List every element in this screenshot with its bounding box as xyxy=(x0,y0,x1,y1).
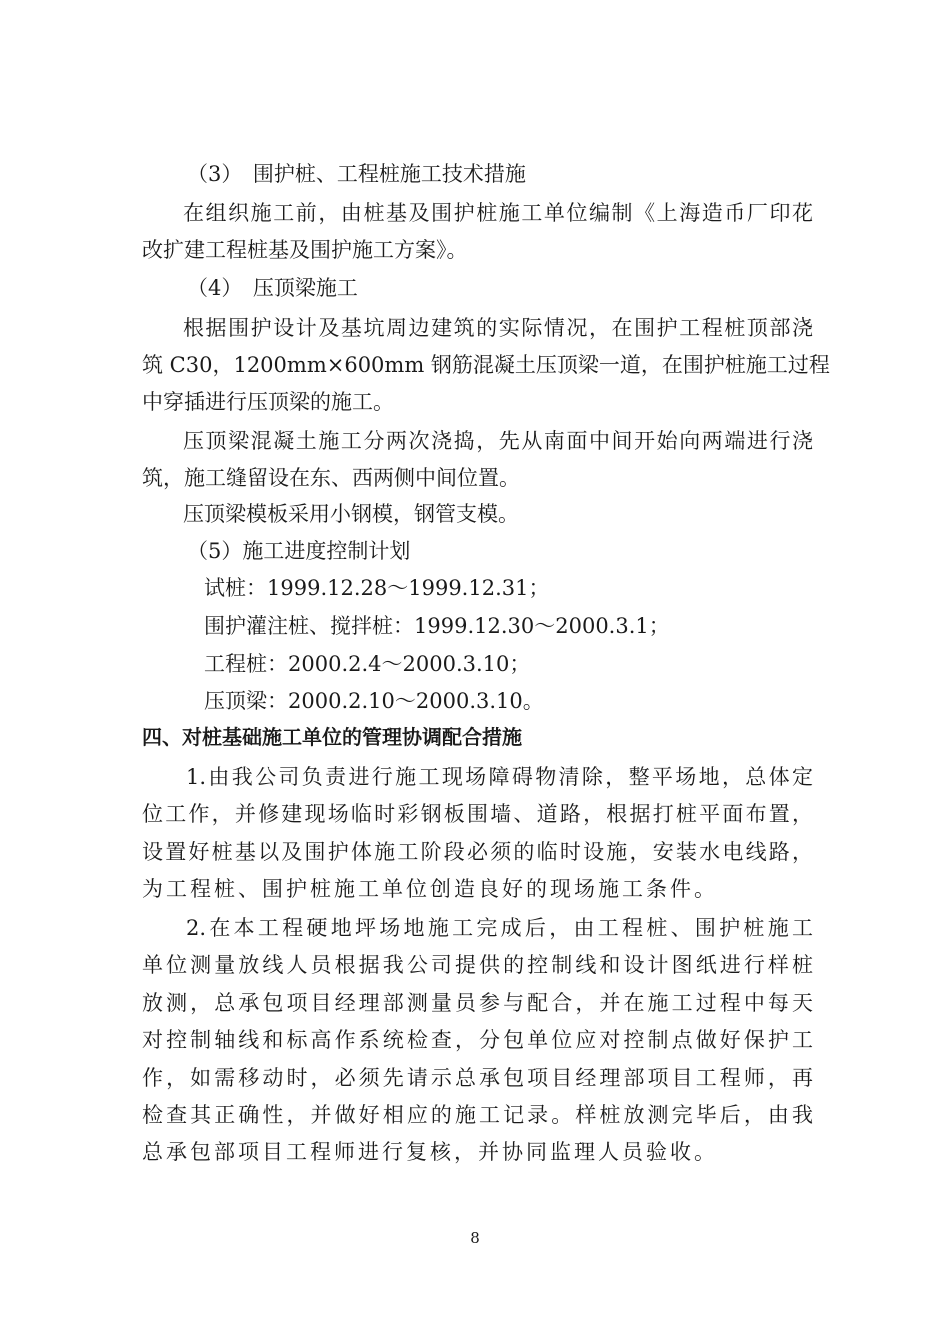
schedule-item: 围护灌注桩、搅拌桩：1999.12.30～2000.3.1； xyxy=(204,614,670,638)
paragraph-line: 压顶梁混凝土施工分两次浇捣，先从南面中间开始向两端进行浇 xyxy=(183,429,813,453)
paragraph-line: 总承包部项目工程师进行复核，并协同监理人员验收。 xyxy=(142,1140,718,1164)
chapter-heading: 四、对桩基础施工单位的管理协调配合措施 xyxy=(142,725,522,749)
paragraph-line: 根据围护设计及基坑周边建筑的实际情况，在围护工程桩顶部浇 xyxy=(183,316,813,340)
paragraph-line: 压顶梁模板采用小钢模，钢管支模。 xyxy=(183,502,519,526)
paragraph-line: 检查其正确性，并做好相应的施工记录。样桩放测完毕后，由我 xyxy=(142,1103,813,1127)
section-title-5: （5）施工进度控制计划 xyxy=(187,539,411,563)
paragraph-line: 中穿插进行压顶梁的施工。 xyxy=(142,390,394,414)
page-number: 8 xyxy=(470,1229,480,1247)
schedule-item: 试桩：1999.12.28～1999.12.31； xyxy=(204,576,550,600)
paragraph-line: 筑 C30，1200mm×600mm 钢筋混凝土压顶梁一道，在围护桩施工过程 xyxy=(142,353,830,377)
paragraph-line: 1.由我公司负责进行施工现场障碍物清除，整平场地，总体定 xyxy=(186,765,813,789)
paragraph-line: 筑，施工缝留设在东、西两侧中间位置。 xyxy=(142,466,520,490)
schedule-item: 工程桩：2000.2.4～2000.3.10； xyxy=(204,652,531,676)
paragraph-line: 2.在本工程硬地坪场地施工完成后，由工程桩、围护桩施工 xyxy=(186,916,813,940)
paragraph-line: 为工程桩、围护桩施工单位创造良好的现场施工条件。 xyxy=(142,877,718,901)
paragraph-line: 作，如需移动时，必须先请示总承包项目经理部项目工程师，再 xyxy=(142,1066,813,1090)
paragraph-line: 位工作，并修建现场临时彩钢板围墙、道路，根据打桩平面布置， xyxy=(142,802,813,826)
paragraph-line: 设置好桩基以及围护体施工阶段必须的临时设施，安装水电线路， xyxy=(142,840,813,864)
paragraph-line: 单位测量放线人员根据我公司提供的控制线和设计图纸进行样桩 xyxy=(142,953,813,977)
paragraph-line: 对控制轴线和标高作系统检查，分包单位应对控制点做好保护工 xyxy=(142,1028,813,1052)
section-title-3: （3） 围护桩、工程桩施工技术措施 xyxy=(187,162,526,186)
section-title-4: （4） 压顶梁施工 xyxy=(187,276,358,300)
paragraph-line: 改扩建工程桩基及围护施工方案》。 xyxy=(142,238,468,262)
paragraph-line: 放测，总承包项目经理部测量员参与配合，并在施工过程中每天 xyxy=(142,991,813,1015)
schedule-item: 压顶梁：2000.2.10～2000.3.10。 xyxy=(204,689,544,713)
paragraph-line: 在组织施工前，由桩基及围护桩施工单位编制《上海造币厂印花 xyxy=(183,201,813,225)
